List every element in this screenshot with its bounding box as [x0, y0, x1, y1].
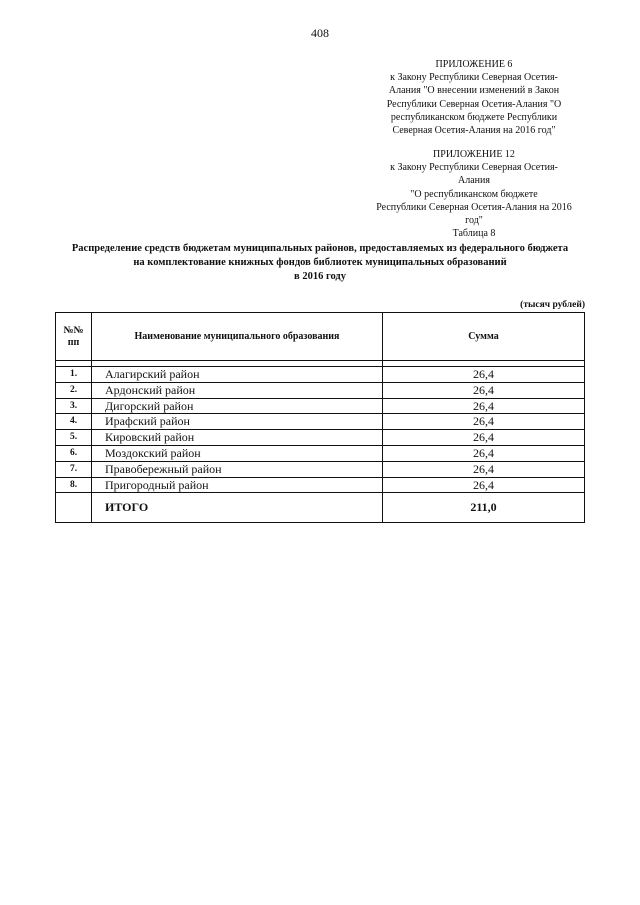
- row-sum: 26,4: [383, 445, 585, 461]
- allocation-table: [55, 312, 585, 523]
- row-sum: 26,4: [383, 430, 585, 446]
- appendix-12-line: Алания: [458, 175, 490, 187]
- row-number: 8.: [56, 477, 92, 493]
- table-row: [56, 414, 585, 430]
- appendix-12-line: "О республиканском бюджете: [410, 188, 538, 200]
- row-sum: 26,4: [383, 398, 585, 414]
- row-name: Алагирский район: [92, 367, 383, 383]
- row-number: 6.: [56, 445, 92, 461]
- table-row: [56, 430, 585, 446]
- total-row: [56, 493, 585, 523]
- row-name: Ирафский район: [92, 414, 383, 430]
- title-line: Распределение средств бюджетам муниципальных районов, предоставляемых из федерального бюджета: [71, 243, 569, 254]
- row-number: 5.: [56, 430, 92, 446]
- document-title: [40, 242, 600, 284]
- row-name: Ардонский район: [92, 382, 383, 398]
- row-sum: 26,4: [383, 477, 585, 493]
- header-number: [56, 313, 92, 361]
- row-sum: 26,4: [383, 461, 585, 477]
- row-name: Моздокский район: [92, 445, 383, 461]
- row-number: 1.: [56, 367, 92, 383]
- title-line: на комплектование книжных фондов библиотек муниципальных образований: [133, 257, 507, 268]
- table-row: [56, 382, 585, 398]
- units-label: (тысяч рублей): [520, 300, 585, 310]
- table-row: [56, 477, 585, 493]
- appendix-12-line: ПРИЛОЖЕНИЕ 12: [433, 149, 515, 160]
- row-number: 2.: [56, 382, 92, 398]
- row-name: Дигорский район: [92, 398, 383, 414]
- appendix-6-line: Алания "О внесении изменений в Закон: [388, 85, 560, 97]
- table-row: [56, 367, 585, 383]
- header-sum: Сумма: [383, 313, 585, 361]
- appendix-12-header: [360, 148, 588, 240]
- page-number: 408: [311, 26, 329, 40]
- table-row: [56, 461, 585, 477]
- row-name: Пригородный район: [92, 477, 383, 493]
- total-label: ИТОГО: [92, 493, 383, 523]
- appendix-6-line: к Закону Республики Северная Осетия-: [390, 72, 558, 84]
- appendix-12-line: к Закону Республики Северная Осетия-: [390, 162, 558, 174]
- header-number-line2: пп: [67, 336, 80, 348]
- appendix-6-line: ПРИЛОЖЕНИЕ 6: [435, 59, 513, 70]
- table-caption: Таблица 8: [452, 228, 496, 240]
- total-sum: 211,0: [383, 493, 585, 523]
- row-sum: 26,4: [383, 414, 585, 430]
- row-number: 4.: [56, 414, 92, 430]
- appendix-6-line: республиканском бюджете Республики: [390, 111, 558, 123]
- title-line: в 2016 году: [294, 271, 346, 282]
- row-sum: 26,4: [383, 382, 585, 398]
- header-name: Наименование муниципального образования: [92, 313, 383, 361]
- table-header-row: [56, 313, 585, 361]
- table-row: [56, 398, 585, 414]
- row-number: 3.: [56, 398, 92, 414]
- row-name: Кировский район: [92, 430, 383, 446]
- row-number: 7.: [56, 461, 92, 477]
- appendix-12-line: год": [465, 215, 483, 227]
- appendix-6-line: Северная Осетия-Алания на 2016 год": [392, 125, 556, 137]
- appendix-12-line: Республики Северная Осетия-Алания на 2016: [376, 201, 572, 213]
- row-name: Правобережный район: [92, 461, 383, 477]
- appendix-6-line: Республики Северная Осетия-Алания "О: [386, 98, 562, 110]
- appendix-6-header: [360, 58, 588, 137]
- row-sum: 26,4: [383, 367, 585, 383]
- total-number-cell: [56, 493, 92, 523]
- header-number-line1: №№: [63, 324, 84, 336]
- table-row: [56, 445, 585, 461]
